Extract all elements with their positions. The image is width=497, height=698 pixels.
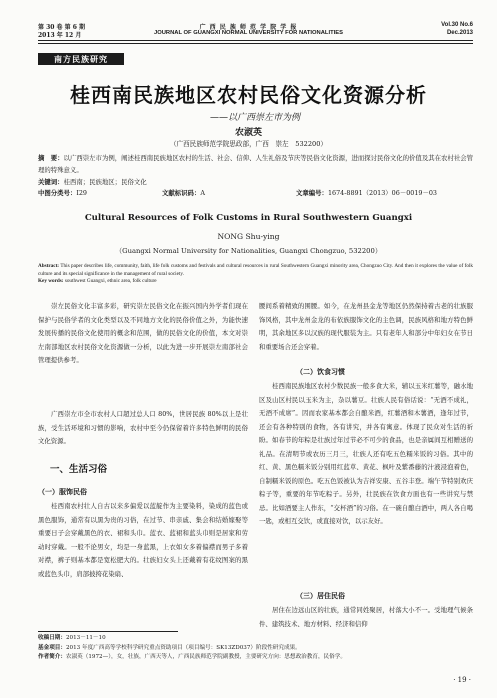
- intro-paragraph-2: 广西崇左市全市农村人口超过总人口 80%，世居民族 80%以上是壮族，受生活环境和习惯的影响，农村中至今仍保留着许多特色鲜明的民俗文化资源。: [38, 410, 248, 445]
- abstract-text: 以广西崇左市为例，阐述桂西南民族地区农村的生活、社会、信仰、人生礼俗及节庆等民俗文化资源，进而探讨民俗文化的价值及其在农村社会管理的特殊意义。: [38, 154, 474, 174]
- clothing-paragraph: 桂西南农村壮人自古以来多偏爱以蓝靛作为主要染料，染成的蓝色或黑色服饰，通常有以黑为贵的习俗，在过节、串亲戚、集会和结婚嫁娶等重要日子会穿戴黑色的衣、裙和头巾。蓝衣、蓝裙和蓝头巾则是居家和劳动时穿戴。一般不论男女，均是一身蓝黑，上衣如女多着偏襟而男子多着对襟，裤子则基本都是宽松肥大的。壮族妇女头上还戴着有花纹图案的黑或蓝色头巾，肩部披挎花染扇、: [38, 502, 248, 578]
- english-affiliation: （Guangxi Normal University for Nationalities, Guangxi Chongzuo, 532200）: [115, 247, 382, 255]
- abstract-cn: [38, 153, 473, 176]
- volume-issue-en: Vol.30 No.6: [441, 22, 473, 28]
- section-banner: 南方民族研究: [38, 53, 124, 65]
- section-heading-1: 一、生活习俗: [50, 464, 108, 475]
- english-keywords: [38, 278, 157, 284]
- page-number: · 19 ·: [453, 676, 471, 684]
- english-abstract: [38, 262, 473, 278]
- received-label: 收稿日期：: [38, 635, 66, 641]
- keywords-text: 桂西南；民族地区；民俗文化: [63, 178, 147, 186]
- abstract-label: 摘 要：: [38, 154, 64, 162]
- author-name: 农淑英: [234, 128, 262, 138]
- english-abstract-label: Abstract:: [38, 263, 60, 269]
- subsection-heading-1: （一）服饰民俗: [38, 487, 87, 496]
- issue-date: 2013 年 12 月: [38, 32, 82, 39]
- clc-number: [38, 188, 87, 200]
- intro-paragraph: 崇左民俗文化丰富多彩，研究崇左民俗文化在振兴国内外学者们现在保护与民俗学者的文化类型以及不同地方文化的民俗价值之外，为能快速发展传播的民俗文化使用的概念和范围，做的民俗文化的价值，本文对崇左南部地区农村民俗文化资源做一分析，以此为进一步开展崇左南部社会管理提供参考。: [38, 302, 248, 364]
- author-bio-value: 农淑英（1972—），女，壮族，广西天等人，广西民族师范学院副教授，主要研究方向：思想政治教育，民俗学。: [65, 654, 346, 660]
- journal-name-en: JOURNAL OF GUANGXI NORMAL UNIVERSITY FOR NATIONALITIES: [154, 30, 343, 36]
- doc-label: 文献标识码：: [162, 189, 201, 197]
- volume-issue: 第 30 卷 第 6 期: [38, 24, 85, 31]
- english-title: Cultural Resources of Folk Customs in Rural Southwestern Guangxi: [84, 213, 413, 223]
- subsection-heading-2: （二）饮食习惯: [296, 367, 345, 376]
- author-affiliation: （广西民族师范学院思政部，广西 崇左 532200）: [169, 140, 328, 148]
- article-id-label: 文章编号：: [296, 189, 328, 197]
- english-keywords-label: Key words:: [38, 278, 64, 284]
- article-title: 桂西南民族地区农村民俗文化资源分析: [70, 83, 427, 107]
- subsection-heading-3: （三）居住民俗: [296, 591, 345, 600]
- received-value: 2013－11－10: [65, 635, 106, 641]
- english-keywords-text: southwest Guangxi, ethnic area, folk culture: [64, 278, 157, 284]
- continuation-paragraph: 腰间系着精致的围腰。如今，在龙州县金龙等地区仍然保持着古老的壮族服饰风格，其中龙州金龙的布依族服饰文化的主色调，民族风格和地方特色鲜明，其余地区多以汉族的现代服装为主。只有老年人和部分中年妇女在节日和重要场合还会穿着。: [259, 302, 473, 351]
- document-code: [162, 188, 205, 200]
- header-rule: [38, 40, 473, 41]
- author-bio: [38, 653, 473, 663]
- header-rule-thin: [38, 43, 473, 44]
- clc-label: 中图分类号：: [38, 189, 77, 197]
- doc-value: A: [200, 189, 205, 197]
- clc-value: I29: [76, 189, 88, 197]
- keywords-label: 关键词：: [38, 178, 64, 186]
- fund-label: 基金项目：: [38, 644, 66, 651]
- housing-paragraph: 居住在边远山区的壮族，通常同姓聚居，村落大小不一。受地理气候条件、建筑技术、地方材料、经济和信仰: [259, 606, 473, 628]
- article-number: [296, 188, 437, 200]
- keywords-cn: [38, 177, 147, 189]
- author-bio-label: 作者简介：: [38, 654, 66, 660]
- english-abstract-text: This paper describes life, community, faith, life folk customs and festivals and cultural resources in rural Southwestern Guangxi minority area, Chongzuo City. And then it explores the value of folk culture and its special significance in the management of rural society.: [38, 263, 474, 277]
- issue-date-en: Dec.2013: [446, 30, 473, 36]
- diet-paragraph: 桂西南民族地区农村少数民族一般多食大米，辅以玉米红薯等，融水地区及山区村民以玉米为主，杂以薯豆。壮族人民有俗话说：“无酒不成礼，无酒不成席”。因而农家基本都会自酿米酒，红薯酒和木薯酒，逢年过节，还会有各种特别的食物，各有讲究，并各有寓意。体现了民众对生活的祈盼。如春节的年粽是壮族过年过节必不可少的食品，也是亲属间互相赠送的礼品。在清明节或农历三月三，壮族人还有吃五色糯米饭的习俗。其中的红、黄、黑色糯米饭分别用红蓝草、黄花、枫叶及紫番藤的汁液浸泡着色，自制糯米饭的原色。吃五色饭被认为吉祥安康、五谷丰登。端午节特别欢庆粽子等，重要的年节吃粽子。另外，壮民族在饮食方面也有一些讲究与禁忌。比如酒要主人作东，“交杯酒”的习俗。在一碗自酿白酒中，两人各自喝一匙，或相互交饮，或直接对饮，以示友好。: [259, 382, 473, 525]
- article-id-value: 1674-8891（2013）06－0019－03: [327, 189, 437, 197]
- english-author: NONG Shu-ying: [217, 232, 280, 241]
- fund-value: 2013 年度广西高等学校科学研究重点资助项目（项目编号：SK13ZD037）阶段性研究成果。: [65, 644, 301, 651]
- article-subtitle: ——以广西崇左市为例: [210, 113, 301, 123]
- footnote-rule: [38, 631, 178, 632]
- funding-note: [38, 644, 473, 654]
- journal-name-cn: 广 西 民 族 师 范 学 院 学 报: [199, 24, 298, 31]
- received-date: [38, 634, 473, 644]
